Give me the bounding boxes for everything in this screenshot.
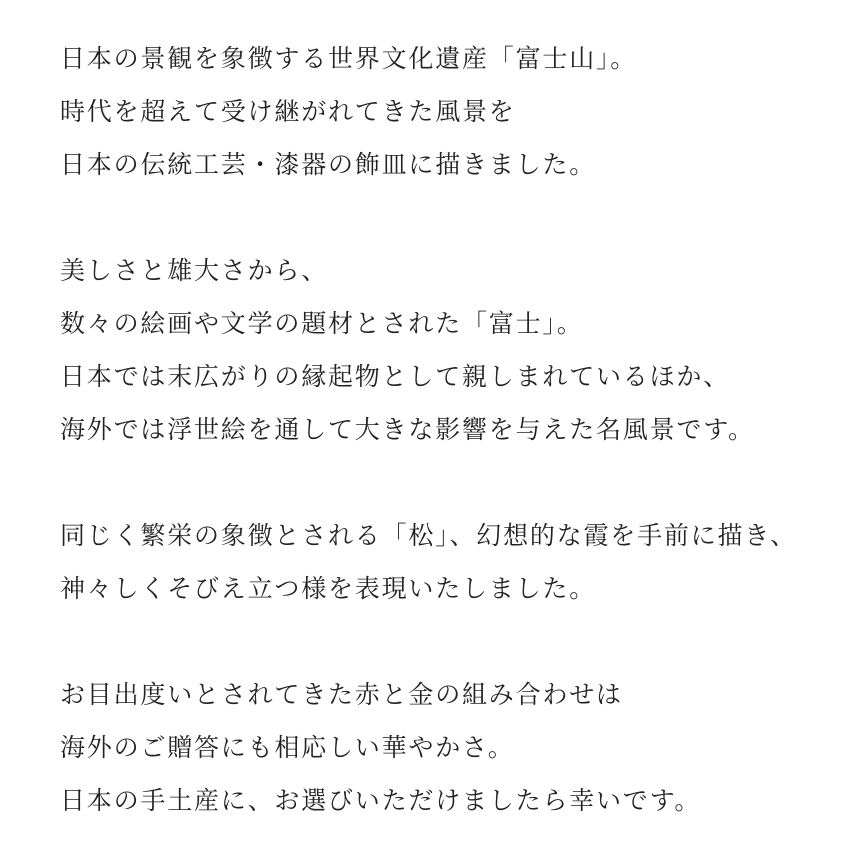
- text-line: 数々の絵画や文学の題材とされた「富士」。: [60, 309, 584, 338]
- text-line: 海外のご贈答にも相応しい華やかさ。: [60, 733, 515, 762]
- text-line: 神々しくそびえ立つ様を表現いたしました。: [60, 574, 597, 603]
- paragraph-fuji-heritage: [60, 32, 830, 191]
- text-line: 日本の手土産に、お選びいただけましたら幸いです。: [60, 786, 702, 815]
- text-line: 美しさと雄大さから、: [60, 256, 329, 285]
- text-line: 日本の景観を象徴する世界文化遺産「富士山」。: [60, 44, 638, 73]
- text-line: 日本では末広がりの縁起物として親しまれているほか、: [60, 362, 731, 391]
- text-line: お目出度いとされてきた赤と金の組み合わせは: [60, 680, 623, 709]
- paragraph-pine-mist: [60, 509, 830, 615]
- text-line: 時代を超えて受け継がれてきた風景を: [60, 97, 516, 126]
- paragraph-gift: [60, 668, 830, 827]
- description-text: [60, 32, 830, 827]
- text-line: 同じく繁栄の象徴とされる「松」、幻想的な霞を手前に描き、: [60, 521, 797, 550]
- paragraph-fuji-culture: [60, 244, 830, 456]
- text-line: 日本の伝統工芸・漆器の飾皿に描きました。: [60, 150, 597, 179]
- text-line: 海外では浮世絵を通して大きな影響を与えた名風景です。: [60, 415, 755, 444]
